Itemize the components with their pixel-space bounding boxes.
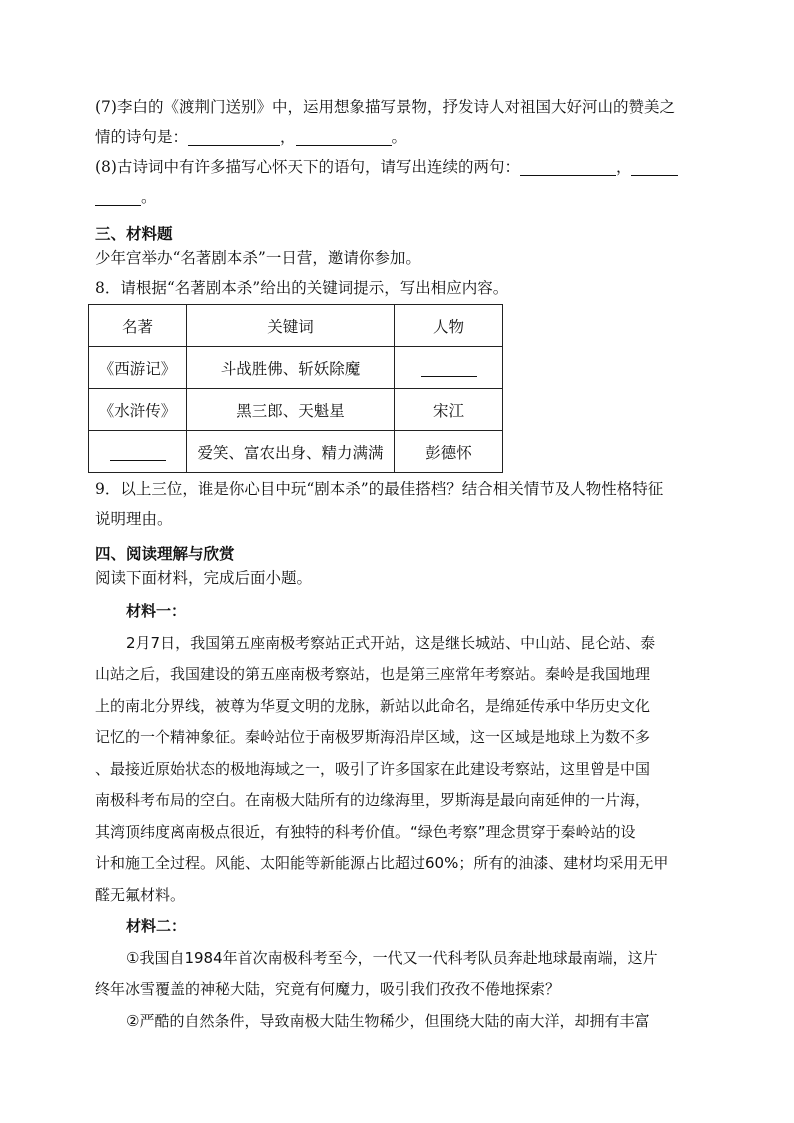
section-4-heading: 四、阅读理解与欣赏 — [95, 545, 235, 563]
material-1-line: 、最接近原始状态的极地海域之一，吸引了许多国家在此建设考察站，这里曾是中国 — [95, 759, 651, 778]
table-cell: 斗战胜佛、斩妖除魔 — [187, 347, 395, 389]
end-mark: 。 — [391, 128, 408, 146]
question-9-line2: 说明理由。 — [95, 510, 173, 528]
material-1-line: 计和施工全过程。风能、太阳能等新能源占比超过60%；所有的油漆、建材均采用无甲 — [95, 854, 669, 872]
answer-blank[interactable] — [520, 157, 616, 176]
table-cell: 爱笑、富农出身、精力满满 — [187, 431, 395, 473]
table-row — [89, 389, 503, 431]
material-2-line: 终年冰雪覆盖的神秘大陆，究竟有何魔力，吸引我们孜孜不倦地探索？ — [95, 980, 561, 998]
table-header: 关键词 — [187, 305, 395, 347]
table-header: 名著 — [89, 305, 187, 347]
material-1-line: 2月7日，我国第五座南极考察站正式开站，这是继长城站、中山站、昆仑站、泰 — [126, 633, 656, 652]
table-row — [89, 347, 503, 389]
material-1-line: 南极科考布局的空白。在南极大陆所有的边缘海里，罗斯海是最向南延伸的一片海， — [95, 791, 651, 809]
answer-blank[interactable] — [421, 358, 477, 377]
question-8a-prefix: (8)古诗词中有许多描写心怀天下的语句，请写出连续的两句： — [95, 158, 520, 176]
answer-blank[interactable] — [188, 127, 280, 146]
table-cell: 《水浒传》 — [89, 389, 187, 431]
material-1-line: 山站之后，我国建设的第五座南极考察站，也是第三座常年考察站。秦岭是我国地理 — [95, 665, 651, 683]
worksheet-page — [95, 92, 700, 1037]
question-7-line2 — [95, 122, 700, 152]
table-header: 人物 — [395, 305, 503, 347]
section-3-heading: 三、材料题 — [95, 225, 173, 243]
section-4-intro: 阅读下面材料，完成后面小题。 — [95, 569, 313, 587]
material-1-line: 上的南北分界线，被尊为华夏文明的龙脉，新站以此命名，是绵延传承中华历史文化 — [95, 696, 651, 715]
question-8a-line1 — [95, 152, 700, 182]
table-cell: 宋江 — [395, 389, 503, 431]
material-2-line: ①我国自1984年首次南极科考至今，一代又一代科考队员奔赴地球最南端，这片 — [126, 948, 658, 967]
table-header-row — [89, 305, 503, 347]
end-mark: 。 — [141, 188, 157, 206]
question-9-line1: 9．以上三位，谁是你心目中玩“剧本杀”的最佳搭档？结合相关情节及人物性格特征 — [95, 480, 664, 498]
table-cell: 黑三郎、天魁星 — [187, 389, 395, 431]
question-7-line1: (7)李白的《渡荆门送别》中，运用想象描写景物，抒发诗人对祖国大好河山的赞美之 — [95, 98, 675, 116]
question-7-prefix: 情的诗句是： — [95, 128, 189, 146]
question-8: 8．请根据“名著剧本杀”给出的关键词提示，写出相应内容。 — [95, 279, 509, 297]
table-cell-blank[interactable] — [395, 347, 503, 389]
material-1-title: 材料一： — [126, 602, 187, 620]
table-cell: 《西游记》 — [89, 347, 187, 389]
table-cell-blank[interactable] — [89, 431, 187, 473]
material-1-line: 记忆的一个精神象征。秦岭站位于南极罗斯海沿岸区域，这一区域是地球上为数不多 — [95, 728, 651, 746]
table-cell: 彭德怀 — [395, 431, 503, 473]
answer-blank[interactable] — [296, 127, 392, 146]
answer-blank[interactable] — [110, 442, 166, 461]
answer-blank[interactable] — [631, 157, 678, 176]
table-row — [89, 431, 503, 473]
separator: ， — [615, 158, 632, 176]
keyword-table — [88, 304, 503, 473]
section-3-intro: 少年宫举办“名著剧本杀”一日营，邀请你参加。 — [95, 249, 421, 267]
material-1-line: 其湾顶纬度离南极点很近，有独特的科考价值。“绿色考察”理念贯穿于秦岭站的设 — [95, 822, 636, 841]
material-2-line: ②严酷的自然条件，导致南极大陆生物稀少，但围绕大陆的南大洋，却拥有丰富 — [126, 1011, 650, 1030]
question-8a-line2 — [95, 182, 700, 212]
material-1-line: 醛无氟材料。 — [95, 885, 186, 904]
answer-blank[interactable] — [95, 187, 141, 206]
material-2-title: 材料二： — [126, 917, 187, 935]
separator: ， — [280, 128, 296, 146]
